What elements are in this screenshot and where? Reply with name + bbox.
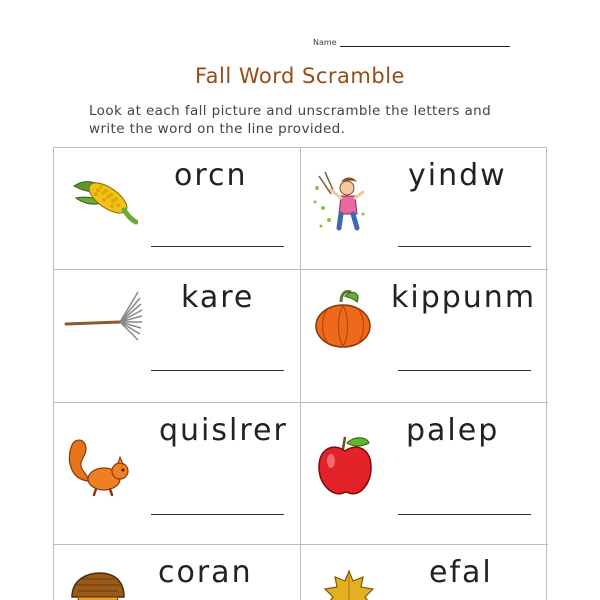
answer-line[interactable] xyxy=(398,370,531,371)
leaf-icon xyxy=(321,569,377,600)
puzzle-cell xyxy=(54,403,301,545)
apple-icon xyxy=(317,433,373,503)
name-field xyxy=(313,38,510,47)
puzzle-cell xyxy=(301,545,548,600)
scrambled-word: kippunm xyxy=(391,280,537,315)
puzzle-cell xyxy=(301,403,548,545)
name-label: Name xyxy=(313,38,337,47)
name-line[interactable] xyxy=(340,38,510,47)
puzzle-cell xyxy=(54,148,301,270)
scrambled-word: kare xyxy=(181,280,255,315)
scrambled-word: coran xyxy=(158,555,253,590)
acorn-icon xyxy=(68,571,128,600)
scrambled-word: yindw xyxy=(408,158,507,193)
answer-line[interactable] xyxy=(151,246,284,247)
puzzle-grid xyxy=(53,147,547,600)
puzzle-cell xyxy=(301,270,548,403)
pumpkin-icon xyxy=(313,288,373,354)
puzzle-cell xyxy=(54,545,301,600)
puzzle-cell xyxy=(54,270,301,403)
answer-line[interactable] xyxy=(398,246,531,247)
squirrel-icon xyxy=(66,435,134,505)
windy-girl-icon xyxy=(311,168,371,242)
answer-line[interactable] xyxy=(398,514,531,515)
rake-icon xyxy=(64,286,144,350)
answer-line[interactable] xyxy=(151,514,284,515)
instructions: Look at each fall picture and unscramble the letters and write the word on the line provided. xyxy=(89,103,492,137)
scrambled-word: orcn xyxy=(174,158,248,193)
answer-line[interactable] xyxy=(151,370,284,371)
puzzle-cell xyxy=(301,148,548,270)
corn-icon xyxy=(68,164,138,238)
page-title: Fall Word Scramble xyxy=(195,64,405,88)
scrambled-word: quislrer xyxy=(159,413,288,448)
scrambled-word: efal xyxy=(429,555,493,590)
scrambled-word: palep xyxy=(406,413,500,448)
